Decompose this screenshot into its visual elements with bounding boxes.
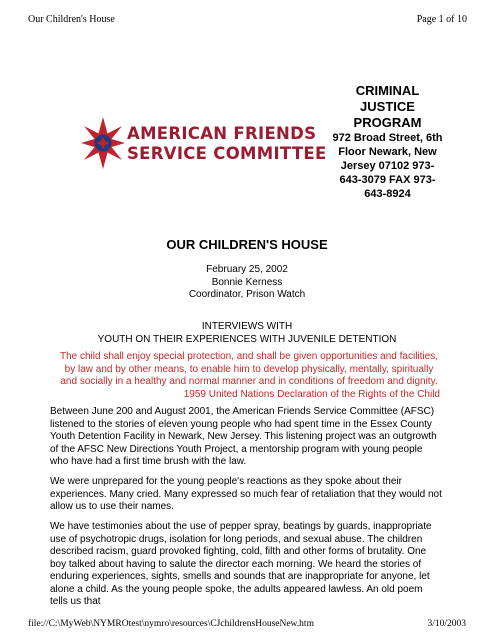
body-paragraph-1: Between June 200 and August 2001, the American Friends Service Committee (AFSC) listened to the stories of eleven young people who had spent time in the Essex County Youth Detention Facility in Newark, New Jersey. This listening project was an outgrowth of the AFSC New Directions Youth Project, a mentorship program with young people who have had a first time brush with the law. — [50, 406, 437, 467]
document-meta — [0, 264, 494, 302]
quote-source: 1959 United Nations Declaration of the Rights of the Child — [183, 388, 440, 400]
afsc-logo — [80, 114, 327, 172]
subtitle-line-2: YOUTH ON THEIR EXPERIENCES WITH JUVENILE DETENTION — [97, 333, 397, 345]
page-header-title: Our Children's House — [28, 14, 115, 25]
body-paragraph-3: We have testimonies about the use of pepper spray, beatings by guards, inappropriate use of psychotropic drugs, isolation for long periods, and sexual abuse. The children described racism, guard provoked fighting, cold, filth and other forms of brutality. One boy talked about having to salute the director each morning. We heard the stories of enduring experiences, sights, smells and sounds that are inappropriate for anyone, let alone a child. As the young people spoke, the adults appeared lawless. An old poem tells us that — [50, 521, 432, 607]
program-block — [330, 83, 445, 201]
epigraph-quote — [58, 351, 440, 401]
page-footer-file-path: file://C:\MyWeb\NYMROtest\nymro\resources\CJchildrensHouseNew.htm — [28, 619, 314, 629]
document-author: Bonnie Kerness — [211, 276, 283, 288]
document-date: February 25, 2002 — [206, 264, 288, 275]
document-title: OUR CHILDREN'S HOUSE — [166, 237, 328, 252]
document-subtitle — [0, 321, 494, 346]
body-paragraph-2: We were unprepared for the young people's reactions as they spoke about their experiences. Many cried. Many expressed so much fear of retaliation that they would not allow us to use their names. — [50, 476, 442, 512]
logo-text-line-2: SERVICE COMMITTEE — [127, 144, 327, 163]
page-footer-date: 3/10/2003 — [427, 619, 466, 629]
subtitle-line-1: INTERVIEWS WITH — [201, 321, 293, 332]
quote-text: The child shall enjoy special protection, and shall be given opportunities and facilities, by law and by other means, to enable him to develop physically, mentally, spiritually and socially in a healthy and normal manner and in conditions of freedom and dignity. — [59, 351, 438, 387]
page-header-page-number: Page 1 of 10 — [416, 14, 467, 25]
program-name: CRIMINAL JUSTICE PROGRAM — [353, 83, 422, 130]
document-author-role: Coordinator, Prison Watch — [188, 289, 306, 300]
logo-text-line-1: AMERICAN FRIENDS — [127, 124, 317, 143]
program-address: 972 Broad Street, 6th Floor Newark, New Jersey 07102 973-643-3079 FAX 973-643-8924 — [332, 132, 443, 200]
red-star-logo-icon — [80, 114, 126, 172]
